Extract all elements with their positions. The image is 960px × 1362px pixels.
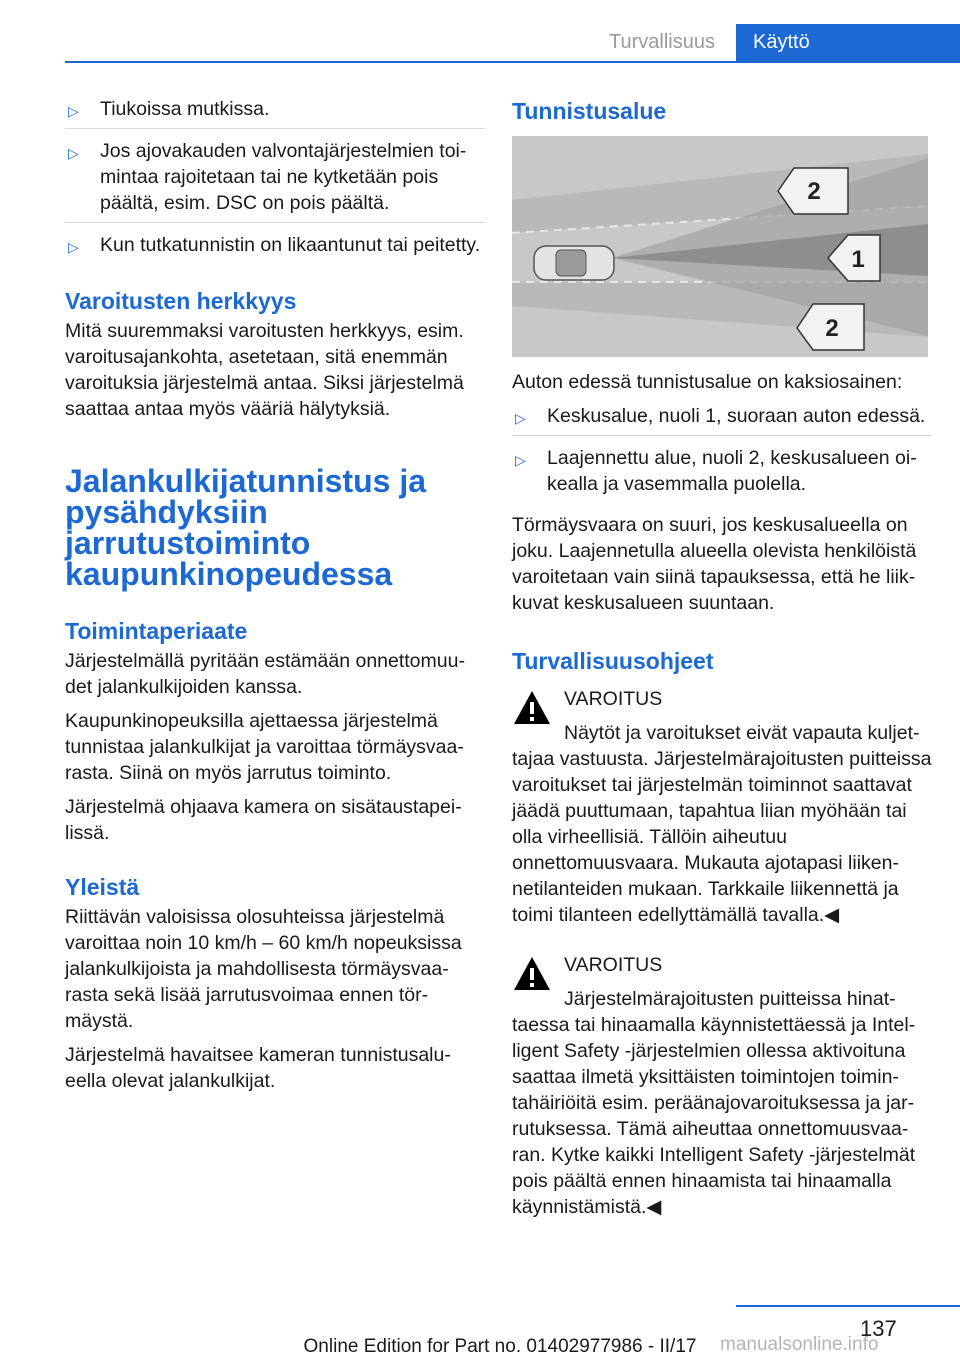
list-item: ▷ Laajennettu alue, nuoli 2, keskusalueen oikealla ja vasemmalla puolella. <box>515 447 917 495</box>
main-heading: Jalankulkijatunnistus ja pysähdyksiin jarrutustoiminto kaupunkinopeudessa <box>65 463 426 592</box>
svg-text:1: 1 <box>851 246 865 273</box>
page-number: 137 <box>860 1316 897 1341</box>
warning-title: VAROITUS <box>564 954 663 976</box>
edition-footer: Online Edition for Part no. 01402977986 - II/17 <box>303 1336 697 1357</box>
warning-block-1 <box>512 686 932 928</box>
car-icon <box>534 246 614 280</box>
header-section-tab[interactable]: Turvallisuus <box>609 31 715 53</box>
principle-heading: Toimintaperiaate <box>65 618 248 644</box>
bullet-triangle-icon: ▷ <box>68 103 79 119</box>
detection-text: Törmäysvaara on suuri, jos keskusalueella on joku. Laajennetulla alueella olevista henkilöistä varoitetaan vain siinä tapauksessa, että he liikkuvat keskusalueen suuntaan. <box>512 514 917 614</box>
bullet-triangle-icon: ▷ <box>515 452 526 468</box>
general-text-2: Järjestelmä havaitsee kameran tunnistusalueella olevat jalankulkijat. <box>65 1044 451 1092</box>
principle-text-1: Järjestelmällä pyritään estämään onnettomuudet jalankulkijoiden kanssa. <box>65 650 465 698</box>
sensitivity-heading: Varoitusten herkkyys <box>65 288 297 314</box>
footer-rule <box>736 1305 960 1307</box>
warning-block-2 <box>512 952 932 1220</box>
sensitivity-text: Mitä suuremmaksi varoitusten herkkyys, esim. varoitusajankohta, asetetaan, sitä enemmän varoituksia järjestelmä antaa. Siksi järjestelmä saattaa antaa myös vääriä hälytyksiä. <box>65 320 464 420</box>
arrow-2-top-icon <box>778 168 848 214</box>
general-heading: Yleistä <box>65 874 140 900</box>
header-rule <box>65 61 960 63</box>
general-text-1: Riittävän valoisissa olosuhteissa järjestelmä varoittaa noin 10 km/h – 60 km/h nopeuksissa jalankulkijoista ja mahdollisesta törmäysvaarasta sekä lisää jarrutusvoimaa ennen törmäystä. <box>65 906 462 1032</box>
list-item: ▷ Keskusalue, nuoli 1, suoraan auton edessä. <box>512 403 932 436</box>
left-column <box>65 96 485 1102</box>
detection-bullet-list <box>512 403 932 503</box>
list-item: ▷ Jos ajovakauden valvontajärjestelmien toimintaa rajoitetaan tai ne kytketään pois päältä, esim. DSC on pois päältä. <box>65 138 485 223</box>
right-column <box>512 96 932 1220</box>
principle-text-2: Kaupunkinopeuksilla ajettaessa järjestelmä tunnistaa jalankulkijat ja varoittaa törmäysvaarasta. Siinä on myös jarrutus toiminto. <box>65 710 464 784</box>
warning-triangle-icon <box>512 688 552 728</box>
warning-text: Näytöt ja varoitukset eivät vapauta kuljettajaa vastuusta. Järjestelmärajoitusten puitteissa varoitukset tai järjestelmän toiminnot saattavat jäädä puuttumaan, tapahtua liian myöhään tai olla virheellisiä. Tällöin aiheutuu onnettomuusvaara. Mukauta ajotapasi liikennetilanteiden mukaan. Tarkkaile liikennettä ja toimi tilanteen edellyttämällä tavalla.◀ <box>512 722 932 926</box>
warning-title: VAROITUS <box>564 688 663 710</box>
warning-triangle-icon <box>512 954 552 994</box>
bullet-triangle-icon: ▷ <box>515 410 526 426</box>
watermark: manualsonline.info <box>720 1334 879 1355</box>
principle-text-3: Järjestelmä ohjaava kamera on sisätaustapeilissä. <box>65 796 462 844</box>
warning-text: Järjestelmärajoitusten puitteissa hinattaessa tai hinaamalla käynnistettäessä ja Intelligent Safety -järjestelmien ollessa aktivoituna saattaa ilmetä yksittäisten toimintojen toimintahäiriöitä esim. peräänajovaroituksessa ja jarrutuksessa. Tämä aiheuttaa onnettomuusvaaran. Kytke kaikki Intelligent Safety -järjestelmät pois päältä ennen hinaamista tai hinaamalla käynnistämistä.◀ <box>512 988 916 1218</box>
bullet-list <box>65 96 485 264</box>
header-chapter-tab[interactable]: Käyttö <box>736 24 960 61</box>
detection-intro: Auton edessä tunnistusalue on kaksiosainen: <box>512 371 903 393</box>
svg-text:2: 2 <box>807 178 821 205</box>
list-item: ▷ Tiukoissa mutkissa. <box>65 96 485 129</box>
safety-heading: Turvallisuusohjeet <box>512 648 714 674</box>
svg-text:2: 2 <box>825 315 839 342</box>
detection-heading: Tunnistusalue <box>512 98 667 124</box>
detection-area-figure <box>512 136 928 357</box>
bullet-triangle-icon: ▷ <box>68 239 79 255</box>
bullet-triangle-icon: ▷ <box>68 145 79 161</box>
list-item: ▷ Kun tutkatunnistin on likaantunut tai peitetty. <box>65 232 485 264</box>
